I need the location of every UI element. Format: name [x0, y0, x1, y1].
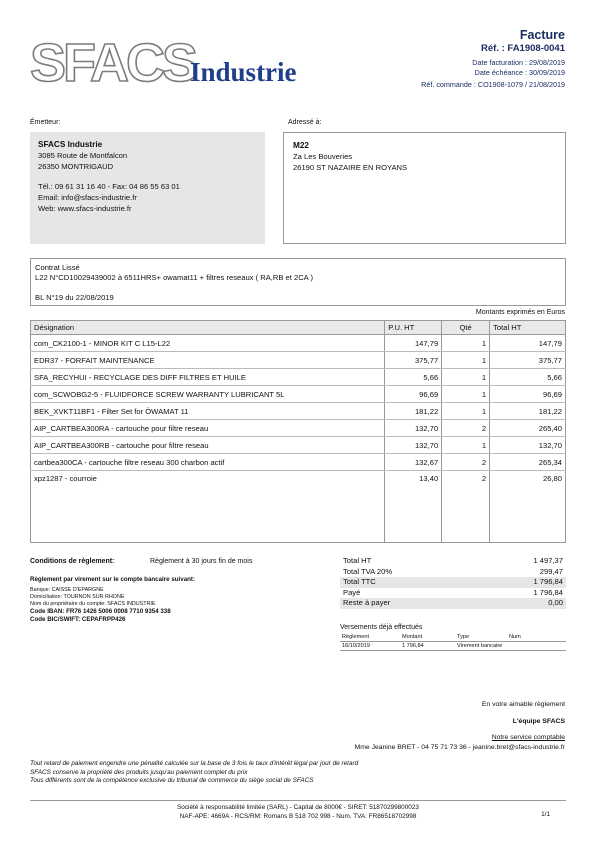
contract-line-2: L22 N°CD10029439002 à 6511HRS+ owamat11 + filtres reseaux ( RA,RB et 2CA ) [35, 273, 313, 282]
recipient-label: Adressé à: [288, 119, 322, 126]
emitter-email: Email: info@sfacs-industrie.fr [38, 193, 137, 202]
delivery-note: BL N°19 du 22/08/2019 [35, 293, 114, 302]
totals-block [340, 556, 566, 609]
table-row [31, 454, 566, 471]
item-quantity: 1 [442, 335, 490, 352]
payments-col: Num [507, 633, 566, 642]
item-unit-price: 147,79 [385, 335, 442, 352]
items-table [30, 320, 566, 543]
order-ref: Réf. commande : CO1908-1079 / 21/08/2019 [421, 80, 565, 89]
accounting-contact: Mme Jeanine BRET - 04 75 71 73 36 - jeanine.bret@sfacs-industrie.fr [354, 744, 565, 751]
invoice-ref: Réf. : FA1908-0041 [481, 43, 565, 54]
item-designation: AIP_CARTBEA300RB - cartouche pour filtre reseau [31, 437, 385, 454]
item-quantity: 1 [442, 352, 490, 369]
total-value: 1 497,37 [533, 556, 563, 565]
col-quantity: Qté [442, 321, 490, 335]
remaining-row [340, 598, 566, 609]
table-row [31, 420, 566, 437]
payments-header-row [340, 633, 566, 642]
conditions-label: Conditions de règlement: [30, 558, 115, 565]
col-unit-price: P.U. HT [385, 321, 442, 335]
item-designation: EDR37 - FORFAIT MAINTENANCE [31, 352, 385, 369]
transfer-title: Règlement par virement sur le compte bancaire suivant: [30, 576, 196, 583]
total-label: Payé [343, 587, 361, 597]
item-quantity: 1 [442, 369, 490, 386]
payments-col: Montant [400, 633, 455, 642]
item-quantity: 1 [442, 437, 490, 454]
table-row [31, 335, 566, 352]
table-row [31, 369, 566, 386]
emitter-street: 3085 Route de Montfalcon [38, 151, 128, 160]
total-tva-row [340, 567, 566, 578]
invoice-title: Facture [519, 28, 565, 42]
table-header-row [31, 321, 566, 335]
item-total: 181,22 [490, 403, 566, 420]
item-unit-price: 132,67 [385, 454, 442, 471]
item-quantity: 2 [442, 420, 490, 437]
item-designation: cartbea300CA - cartouche filtre reseau 300 charbon actif [31, 454, 385, 471]
col-designation: Désignation [31, 321, 385, 335]
footer-line-2: NAF-APE: 4669A - RCS/RM: Romans B 518 702 998 - Num. TVA: FR86518702998 [179, 812, 417, 820]
payment-date: 16/10/2019 [340, 642, 400, 651]
payment-num [507, 642, 566, 651]
emitter-phone: Tél.: 09 61 31 16 40 - Fax: 04 86 55 63 01 [38, 182, 180, 191]
table-row [31, 471, 566, 543]
item-designation: BEK_XVKT11BF1 - Filter Set for ÖWAMAT 11 [31, 403, 385, 420]
item-quantity: 1 [442, 386, 490, 403]
table-row [340, 642, 566, 651]
total-ht-row [340, 556, 566, 567]
emitter-city: 26350 MONTRIGAUD [38, 162, 114, 171]
payments-table [340, 633, 566, 651]
total-value: 0,00 [548, 598, 563, 607]
recipient-city: 26190 ST NAZAIRE EN ROYANS [293, 163, 408, 172]
legal-line: Tous différents sont de la compétence exclusive du tribunal de commerce du siège social de SFACS [30, 777, 314, 784]
item-unit-price: 96,69 [385, 386, 442, 403]
payments-made [340, 624, 566, 651]
footer-line-1: Société à responsabilité limitée (SARL) - Capital de 8000€ - SIRET: 51870299800023 [177, 804, 419, 811]
account-owner: Nom du propriétaire du compte: SFACS INDUSTRIE [30, 601, 156, 607]
table-row [31, 352, 566, 369]
bic: Code BIC/SWIFT: CEPAFRPP426 [30, 616, 126, 623]
emitter-name: SFACS Industrie [38, 140, 103, 149]
legal-line: SFACS conserve la propriété des produits jusqu'au paiement complet du prix [30, 768, 248, 776]
total-label: Reste à payer [343, 598, 391, 607]
total-label: Total TTC [343, 577, 376, 586]
page-footer [30, 800, 566, 821]
table-row [31, 403, 566, 420]
company-logo [30, 35, 315, 95]
item-quantity: 2 [442, 471, 490, 543]
logo-brand: SFACS [30, 33, 196, 93]
total-value: 1 796,84 [533, 587, 563, 597]
item-total: 265,34 [490, 454, 566, 471]
emitter-box [30, 132, 265, 244]
total-label: Total HT [343, 556, 372, 565]
item-total: 26,80 [490, 471, 566, 543]
total-value: 299,47 [539, 566, 563, 576]
item-quantity: 2 [442, 454, 490, 471]
emitter-label: Émetteur: [30, 119, 61, 126]
bank-domiciliation: Domiciliation: TOURNON SUR RHONE [30, 594, 125, 600]
payment-amount: 1 796,84 [400, 642, 455, 651]
due-date: Date échéance : 30/09/2019 [474, 68, 565, 77]
conditions-value: Règlement à 30 jours fin de mois [150, 558, 253, 565]
total-label: Total TVA 20% [343, 566, 393, 576]
item-unit-price: 375,77 [385, 352, 442, 369]
item-unit-price: 13,40 [385, 471, 442, 543]
page-number: 1/1 [541, 811, 550, 818]
invoice-header [421, 28, 565, 89]
recipient-street: Za Les Bouveries [293, 152, 353, 161]
payment-conditions [30, 558, 330, 624]
item-total: 5,66 [490, 369, 566, 386]
total-ttc-row [340, 577, 566, 588]
item-total: 375,77 [490, 352, 566, 369]
item-total: 265,40 [490, 420, 566, 437]
col-total: Total HT [490, 321, 566, 335]
item-total: 147,79 [490, 335, 566, 352]
item-total: 96,69 [490, 386, 566, 403]
bank-name: Banque: CAISSE D'EPARGNE [30, 587, 104, 593]
item-designation: com_CK2100-1 - MINOR KIT C L15-L22 [31, 335, 385, 352]
item-unit-price: 132,70 [385, 437, 442, 454]
logo-suffix: Industrie [190, 57, 297, 87]
payments-col: Type [455, 633, 507, 642]
table-row [31, 437, 566, 454]
recipient-name: M22 [293, 141, 309, 150]
recipient-box [283, 132, 566, 244]
item-total: 132,70 [490, 437, 566, 454]
total-value: 1 796,84 [533, 577, 563, 586]
greeting: En votre aimable règlement [481, 701, 565, 708]
emitter-web: Web: www.sfacs-industrie.fr [38, 204, 132, 213]
item-quantity: 1 [442, 403, 490, 420]
payment-type: Virement bancaire [455, 642, 507, 651]
item-designation: com_SCWOBG2-5 - FLUIDFORCE SCREW WARRANTY LUBRICANT 5L [31, 386, 385, 403]
item-unit-price: 132,70 [385, 420, 442, 437]
item-unit-price: 181,22 [385, 403, 442, 420]
legal-notes [30, 760, 358, 786]
paid-row [340, 588, 566, 599]
legal-line: Tout retard de paiement engendre une pénalité calculée sur la base de 3 fois le taux d'intérêt légal par jour de retard [30, 760, 359, 767]
item-designation: SFA_RECYHUI - RECYCLAGE DES DIFF FILTRES ET HUILE [31, 369, 385, 386]
invoice-date: Date facturation : 29/08/2019 [472, 58, 565, 67]
accounting-service: Notre service comptable [491, 734, 565, 741]
team-signature: L'équipe SFACS [512, 718, 565, 725]
item-unit-price: 5,66 [385, 369, 442, 386]
payments-col: Règlement [340, 633, 400, 642]
iban: Code IBAN: FR76 1426 5006 0008 7710 9354 338 [30, 608, 171, 615]
currency-note: Montants exprimés en Euros [475, 309, 565, 316]
item-designation: AIP_CARTBEA300RA - cartouche pour filtre reseau [31, 420, 385, 437]
table-row [31, 386, 566, 403]
payments-title: Versements déjà effectués [340, 624, 423, 631]
item-designation: xpz1287 - courroie [31, 471, 385, 543]
contract-line-1: Contrat Lissé [35, 263, 80, 272]
contract-reference [30, 258, 566, 306]
